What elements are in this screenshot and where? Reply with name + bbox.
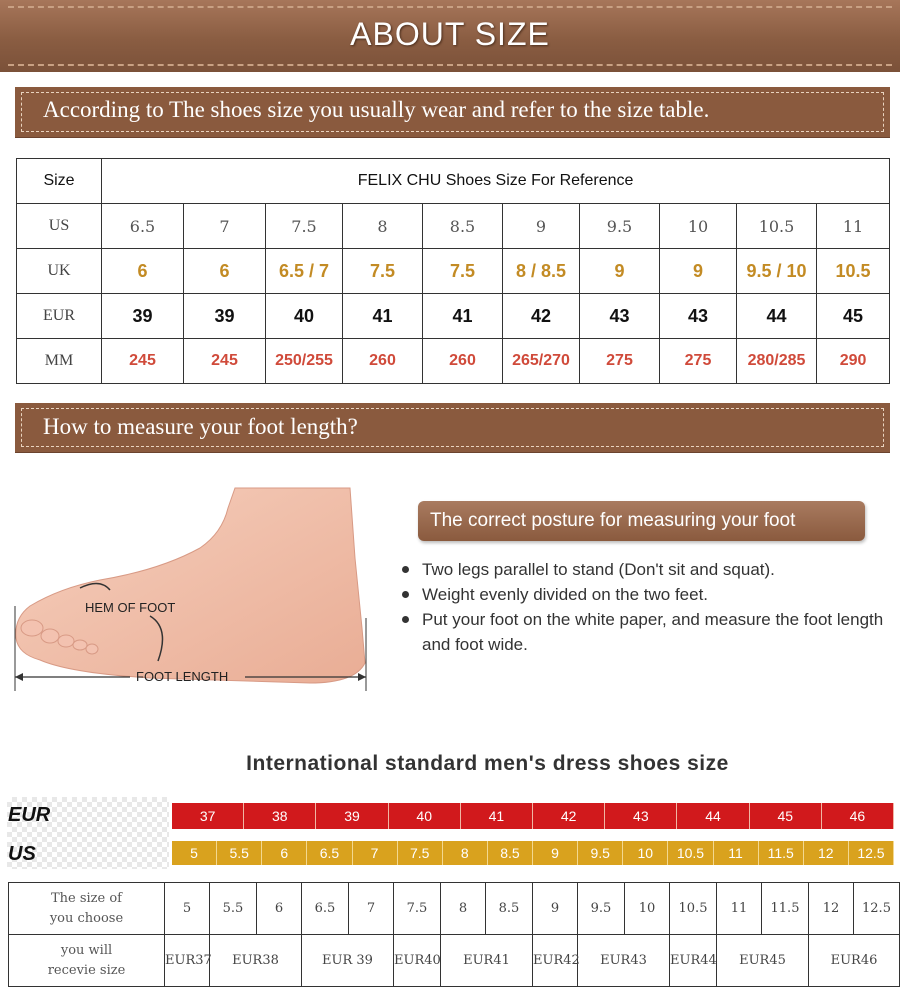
table-cell: 9 xyxy=(503,204,580,249)
eur-label: EUR xyxy=(8,804,51,826)
page-title: ABOUT SIZE xyxy=(350,16,550,52)
table-cell: 10.5 xyxy=(817,249,890,294)
eur-size: 46 xyxy=(822,803,894,829)
us-size: 8.5 xyxy=(488,841,533,865)
table-row-uk xyxy=(17,249,890,294)
us-size: 10 xyxy=(623,841,668,865)
us-size: 5.5 xyxy=(217,841,262,865)
table-row-us xyxy=(17,204,890,249)
table-cell: 290 xyxy=(817,339,890,384)
table-cell: 280/285 xyxy=(737,339,817,384)
table-cell: 9 xyxy=(660,249,737,294)
table-cell: 7 xyxy=(349,883,394,935)
table-cell: 9.5 xyxy=(578,883,625,935)
table-cell: 11.5 xyxy=(762,883,809,935)
receive-label-line: recevie size xyxy=(47,962,126,978)
table-cell: 8 / 8.5 xyxy=(503,249,580,294)
us-size: 6 xyxy=(262,841,307,865)
us-size: 9.5 xyxy=(578,841,623,865)
choose-label xyxy=(9,883,165,935)
table-cell: 43 xyxy=(660,294,737,339)
table-cell: 7 xyxy=(184,204,266,249)
eur-size: 45 xyxy=(750,803,822,829)
international-title: International standard men's dress shoes size xyxy=(246,752,729,775)
us-size: 7.5 xyxy=(398,841,443,865)
measure-heading: How to measure your foot length? xyxy=(43,414,358,439)
intro-text: According to The shoes size you usually wear and refer to the size table. xyxy=(43,97,710,122)
table-cell: 10.5 xyxy=(737,204,817,249)
table-header-row xyxy=(17,159,890,204)
table-cell: 44 xyxy=(737,294,817,339)
eur-strip xyxy=(172,803,894,829)
us-size: 11.5 xyxy=(759,841,804,865)
table-cell: 8 xyxy=(343,204,423,249)
table-cell: EUR43 xyxy=(578,935,670,987)
table-cell: EUR45 xyxy=(717,935,809,987)
receive-label xyxy=(9,935,165,987)
us-size: 12 xyxy=(804,841,849,865)
eur-size: 44 xyxy=(677,803,749,829)
table-cell: 8.5 xyxy=(486,883,533,935)
table-cell: 40 xyxy=(266,294,343,339)
table-cell: 9.5 / 10 xyxy=(737,249,817,294)
us-size: 8 xyxy=(443,841,488,865)
eur-size: 41 xyxy=(461,803,533,829)
table-row-receive xyxy=(9,935,900,987)
table-cell: EUR42 xyxy=(533,935,578,987)
us-size: 9 xyxy=(533,841,578,865)
header-banner xyxy=(0,0,900,72)
table-cell: 9 xyxy=(533,883,578,935)
table-cell: 8.5 xyxy=(423,204,503,249)
eur-size: 39 xyxy=(316,803,388,829)
foot-length-label: FOOT LENGTH xyxy=(136,669,229,684)
table-cell: 10.5 xyxy=(670,883,717,935)
table-cell: 41 xyxy=(343,294,423,339)
table-cell: EUR37 xyxy=(165,935,210,987)
table-row-eur xyxy=(17,294,890,339)
list-item: Two legs parallel to stand (Don't sit and squat). xyxy=(400,557,895,582)
hem-of-foot-label: HEM OF FOOT xyxy=(85,600,176,615)
eur-size: 37 xyxy=(172,803,244,829)
row-label: EUR xyxy=(17,294,102,339)
table-row-choose xyxy=(9,883,900,935)
table-cell: EUR38 xyxy=(210,935,302,987)
size-table xyxy=(16,158,890,384)
us-size: 11 xyxy=(714,841,759,865)
table-cell: 10 xyxy=(625,883,670,935)
table-cell: 7.5 xyxy=(423,249,503,294)
list-item: Put your foot on the white paper, and measure the foot length and foot wide. xyxy=(400,607,895,657)
us-size: 6.5 xyxy=(307,841,352,865)
table-cell: 12 xyxy=(809,883,854,935)
table-cell: EUR44 xyxy=(670,935,717,987)
table-cell: 250/255 xyxy=(266,339,343,384)
table-cell: 7.5 xyxy=(394,883,441,935)
intro-banner xyxy=(15,87,890,137)
eur-size: 43 xyxy=(605,803,677,829)
table-cell: EUR 39 xyxy=(302,935,394,987)
choose-label-line: you choose xyxy=(49,910,124,926)
table-cell: 5.5 xyxy=(210,883,257,935)
table-cell: 45 xyxy=(817,294,890,339)
us-size: 5 xyxy=(172,841,217,865)
table-cell: EUR46 xyxy=(809,935,900,987)
row-label: US xyxy=(17,204,102,249)
size-header-cell: Size xyxy=(17,159,102,204)
table-cell: 43 xyxy=(580,294,660,339)
table-cell: 6.5 xyxy=(102,204,184,249)
receive-label-line: you will xyxy=(60,942,113,958)
table-cell: EUR40 xyxy=(394,935,441,987)
table-cell: 11 xyxy=(717,883,762,935)
table-cell: 245 xyxy=(184,339,266,384)
us-strip xyxy=(172,841,894,865)
table-cell: 12.5 xyxy=(854,883,900,935)
measure-banner xyxy=(15,403,890,452)
table-cell: 6 xyxy=(102,249,184,294)
table-cell: 42 xyxy=(503,294,580,339)
table-cell: 41 xyxy=(423,294,503,339)
eur-size: 40 xyxy=(389,803,461,829)
table-cell: 275 xyxy=(660,339,737,384)
table-cell: 9.5 xyxy=(580,204,660,249)
list-item: Weight evenly divided on the two feet. xyxy=(400,582,895,607)
row-label: UK xyxy=(17,249,102,294)
table-caption: FELIX CHU Shoes Size For Reference xyxy=(102,159,890,204)
choose-label-line: The size of xyxy=(50,890,122,906)
table-cell: 275 xyxy=(580,339,660,384)
us-label: US xyxy=(8,843,36,865)
table-cell: 6 xyxy=(184,249,266,294)
table-cell: 9 xyxy=(580,249,660,294)
eur-size: 38 xyxy=(244,803,316,829)
row-label: MM xyxy=(17,339,102,384)
table-cell: 6 xyxy=(257,883,302,935)
us-size: 10.5 xyxy=(668,841,713,865)
eur-size: 42 xyxy=(533,803,605,829)
table-cell: 265/270 xyxy=(503,339,580,384)
table-cell: 11 xyxy=(817,204,890,249)
table-cell: 39 xyxy=(102,294,184,339)
table-cell: 260 xyxy=(423,339,503,384)
posture-tips xyxy=(400,557,895,657)
table-cell: 245 xyxy=(102,339,184,384)
table-cell: 260 xyxy=(343,339,423,384)
table-cell: 39 xyxy=(184,294,266,339)
table-cell: 7.5 xyxy=(266,204,343,249)
posture-heading: The correct posture for measuring your foot xyxy=(430,510,796,531)
foot-illustration xyxy=(10,478,375,703)
table-cell: 10 xyxy=(660,204,737,249)
conversion-table xyxy=(8,882,900,987)
table-cell: EUR41 xyxy=(441,935,533,987)
us-size: 12.5 xyxy=(849,841,894,865)
table-cell: 6.5 / 7 xyxy=(266,249,343,294)
table-cell: 5 xyxy=(165,883,210,935)
table-cell: 8 xyxy=(441,883,486,935)
table-cell: 7.5 xyxy=(343,249,423,294)
us-size: 7 xyxy=(353,841,398,865)
posture-heading-pill xyxy=(418,501,865,541)
table-cell: 6.5 xyxy=(302,883,349,935)
table-row-mm xyxy=(17,339,890,384)
